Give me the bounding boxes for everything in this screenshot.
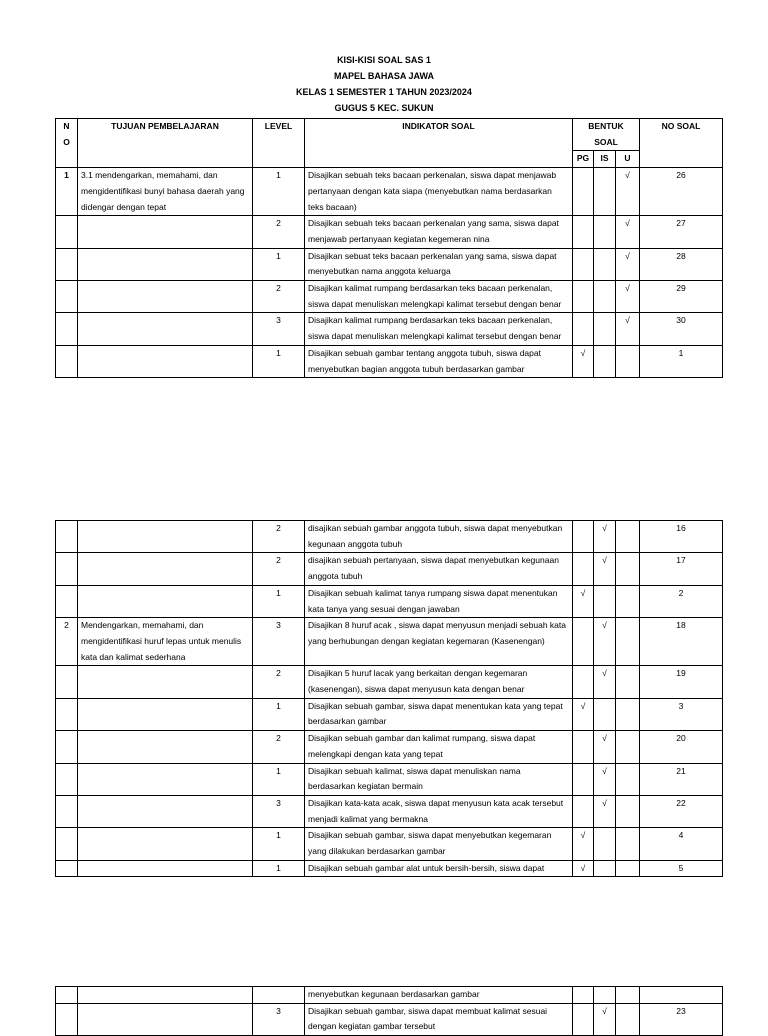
kisi-kisi-table-page3: [55, 986, 723, 1036]
row-pg-check: [573, 731, 594, 763]
row-indikator: Disajikan sebuah gambar alat untuk bersih-bersih, siswa dapat: [305, 860, 573, 877]
row-u-check: [616, 553, 640, 585]
table-row: [56, 313, 723, 345]
row-no-soal: 21: [640, 763, 723, 795]
table-row: [56, 553, 723, 585]
row-indikator: Disajikan sebuah gambar dan kalimat rumpang, siswa dapat melengkapi dengan kata yang tepat: [305, 731, 573, 763]
row-tujuan: [78, 345, 253, 377]
row-indikator: menyebutkan kegunaan berdasarkan gambar: [305, 987, 573, 1004]
row-tujuan: 3.1 mendengarkan, memahami, dan mengidentifikasi bunyi bahasa daerah yang didengar dengan tepat: [78, 168, 253, 216]
col-no-letter: O: [63, 136, 70, 147]
row-level: 2: [253, 281, 305, 313]
row-level: 3: [253, 1003, 305, 1035]
row-pg-check: [573, 216, 594, 248]
row-level: 1: [253, 168, 305, 216]
row-no-soal: [640, 987, 723, 1004]
row-pg-check: [573, 618, 594, 666]
row-no-soal: 2: [640, 585, 723, 617]
row-indikator: Disajikan sebuah gambar, siswa dapat menyebutkan kegemaran yang dilakukan berdasarkan gambar: [305, 828, 573, 860]
col-tujuan: TUJUAN PEMBELAJARAN: [78, 119, 253, 168]
row-indikator: disajikan sebuah pertanyaan, siswa dapat menyebutkan kegunaan anggota tubuh: [305, 553, 573, 585]
col-indikator: INDIKATOR SOAL: [305, 119, 573, 168]
row-indikator: Disajikan 5 huruf lacak yang berkaitan dengan kegemaran (kasenengan), siswa dapat menyusun kata dengan benar: [305, 666, 573, 698]
row-level: 2: [253, 521, 305, 553]
row-level: 1: [253, 248, 305, 280]
row-is-check: [594, 168, 616, 216]
row-tujuan: [78, 731, 253, 763]
col-is: IS: [594, 151, 616, 168]
row-indikator: Disajikan sebuah gambar, siswa dapat menentukan kata yang tepat berdasarkan gambar: [305, 698, 573, 730]
col-pg: PG: [573, 151, 594, 168]
row-indikator: Disajikan sebuah kalimat, siswa dapat menuliskan nama berdasarkan kegiatan bermain: [305, 763, 573, 795]
row-u-check: [616, 860, 640, 877]
row-tujuan: [78, 828, 253, 860]
table-row: [56, 168, 723, 216]
row-level: [253, 987, 305, 1004]
row-indikator: Disajikan kata-kata acak, siswa dapat menyusun kata acak tersebut menjadi kalimat yang bermakna: [305, 795, 573, 827]
row-u-check: [616, 987, 640, 1004]
row-indikator: Disajikan sebuah teks bacaan perkenalan yang sama, siswa dapat menjawab pertanyaan kegiatan kegemeran nina: [305, 216, 573, 248]
row-no: 1: [56, 168, 78, 216]
row-no-soal: 23: [640, 1003, 723, 1035]
row-level: 1: [253, 828, 305, 860]
row-no: [56, 666, 78, 698]
row-indikator: Disajikan sebuat teks bacaan perkenalan yang sama, siswa dapat menyebutkan nama anggota keluarga: [305, 248, 573, 280]
table-row: [56, 585, 723, 617]
row-tujuan: [78, 216, 253, 248]
row-pg-check: [573, 168, 594, 216]
row-level: 1: [253, 585, 305, 617]
row-is-check: [594, 248, 616, 280]
table-row: [56, 281, 723, 313]
row-pg-check: √: [573, 698, 594, 730]
row-level: 3: [253, 618, 305, 666]
row-is-check: [594, 585, 616, 617]
row-is-check: [594, 828, 616, 860]
row-u-check: √: [616, 168, 640, 216]
row-u-check: [616, 345, 640, 377]
row-no: [56, 521, 78, 553]
row-level: 1: [253, 763, 305, 795]
row-is-check: [594, 281, 616, 313]
row-is-check: √: [594, 553, 616, 585]
row-is-check: √: [594, 795, 616, 827]
table-row: [56, 731, 723, 763]
row-no-soal: 22: [640, 795, 723, 827]
row-is-check: [594, 698, 616, 730]
row-no-soal: 19: [640, 666, 723, 698]
col-level: LEVEL: [253, 119, 305, 168]
row-level: 3: [253, 795, 305, 827]
table-row: [56, 248, 723, 280]
row-no-soal: 5: [640, 860, 723, 877]
table-row: [56, 216, 723, 248]
row-no-soal: 20: [640, 731, 723, 763]
row-tujuan: [78, 666, 253, 698]
row-no: [56, 698, 78, 730]
row-no: [56, 248, 78, 280]
row-u-check: √: [616, 216, 640, 248]
row-is-check: √: [594, 618, 616, 666]
row-no: [56, 763, 78, 795]
row-no: [56, 987, 78, 1004]
row-level: 2: [253, 553, 305, 585]
row-pg-check: √: [573, 828, 594, 860]
row-no-soal: 28: [640, 248, 723, 280]
row-pg-check: [573, 313, 594, 345]
table-row: [56, 345, 723, 377]
row-indikator: Disajikan kalimat rumpang berdasarkan teks bacaan perkenalan, siswa dapat menuliskan melengkapi kalimat tersebut dengan benar: [305, 281, 573, 313]
row-level: 1: [253, 698, 305, 730]
row-no: [56, 795, 78, 827]
row-pg-check: √: [573, 345, 594, 377]
row-indikator: Disajikan sebuah kalimat tanya rumpang siswa dapat menentukan kata tanya yang sesuai dengan jawaban: [305, 585, 573, 617]
row-u-check: √: [616, 313, 640, 345]
table-row: [56, 828, 723, 860]
table-row: [56, 1003, 723, 1035]
row-u-check: [616, 731, 640, 763]
row-u-check: [616, 618, 640, 666]
row-u-check: [616, 698, 640, 730]
row-no-soal: 18: [640, 618, 723, 666]
row-is-check: √: [594, 666, 616, 698]
row-u-check: [616, 585, 640, 617]
row-tujuan: [78, 313, 253, 345]
row-no-soal: 26: [640, 168, 723, 216]
row-no-soal: 30: [640, 313, 723, 345]
row-u-check: [616, 828, 640, 860]
doc-subject: MAPEL BAHASA JAWA: [333, 71, 434, 81]
row-is-check: √: [594, 763, 616, 795]
row-pg-check: [573, 795, 594, 827]
row-indikator: Disajikan 8 huruf acak , siswa dapat menyusun menjadi sebuah kata yang berhubungan dengan kegiatan kegemaran (Kasenengan): [305, 618, 573, 666]
col-u: U: [616, 151, 640, 168]
row-no: [56, 731, 78, 763]
table-row: [56, 618, 723, 666]
row-is-check: [594, 987, 616, 1004]
row-is-check: √: [594, 731, 616, 763]
table-row: [56, 763, 723, 795]
table-row: [56, 521, 723, 553]
row-tujuan: [78, 860, 253, 877]
row-pg-check: [573, 666, 594, 698]
row-no: [56, 281, 78, 313]
row-u-check: [616, 763, 640, 795]
table-row: [56, 795, 723, 827]
row-tujuan: [78, 1003, 253, 1035]
row-tujuan: [78, 281, 253, 313]
row-level: 2: [253, 666, 305, 698]
row-is-check: √: [594, 521, 616, 553]
row-level: 1: [253, 860, 305, 877]
row-tujuan: [78, 698, 253, 730]
row-is-check: [594, 313, 616, 345]
row-pg-check: √: [573, 860, 594, 877]
row-u-check: √: [616, 248, 640, 280]
row-tujuan: [78, 763, 253, 795]
row-no-soal: 3: [640, 698, 723, 730]
table-row: [56, 860, 723, 877]
row-u-check: [616, 1003, 640, 1035]
row-level: 1: [253, 345, 305, 377]
row-indikator: Disajikan sebuah gambar tentang anggota tubuh, siswa dapat menyebutkan bagian anggota tubuh berdasarkan gambar: [305, 345, 573, 377]
col-no-letter: N: [63, 121, 70, 131]
row-pg-check: [573, 987, 594, 1004]
table-row: [56, 698, 723, 730]
row-pg-check: [573, 763, 594, 795]
row-level: 2: [253, 731, 305, 763]
col-bentuk-soal: [573, 119, 640, 151]
row-no: [56, 313, 78, 345]
row-no: 2: [56, 618, 78, 666]
row-no: [56, 1003, 78, 1035]
col-bentuk-word: SOAL: [594, 136, 618, 147]
row-level: 3: [253, 313, 305, 345]
row-indikator: Disajikan sebuah teks bacaan perkenalan, siswa dapat menjawab pertanyaan dengan kata siapa (menyebutkan nama berdasarkan teks bacaan): [305, 168, 573, 216]
row-no-soal: 29: [640, 281, 723, 313]
doc-title: KISI-KISI SOAL SAS 1: [337, 55, 431, 65]
doc-group: GUGUS 5 KEC. SUKUN: [334, 103, 434, 113]
col-bentuk-word: BENTUK: [588, 121, 624, 131]
row-no: [56, 828, 78, 860]
col-no-soal: NO SOAL: [640, 119, 723, 168]
row-pg-check: [573, 553, 594, 585]
row-no: [56, 585, 78, 617]
row-pg-check: [573, 1003, 594, 1035]
row-tujuan: [78, 248, 253, 280]
row-u-check: [616, 521, 640, 553]
doc-class: KELAS 1 SEMESTER 1 TAHUN 2023/2024: [296, 87, 472, 97]
kisi-kisi-table-page1: [55, 118, 723, 378]
row-indikator: Disajikan sebuah gambar, siswa dapat membuat kalimat sesuai dengan kegiatan gambar tersebut: [305, 1003, 573, 1035]
row-no-soal: 27: [640, 216, 723, 248]
row-no: [56, 345, 78, 377]
row-u-check: √: [616, 281, 640, 313]
row-no-soal: 17: [640, 553, 723, 585]
kisi-kisi-table-page2: [55, 520, 723, 877]
row-u-check: [616, 795, 640, 827]
row-tujuan: [78, 795, 253, 827]
table-row: [56, 666, 723, 698]
row-is-check: [594, 860, 616, 877]
row-pg-check: [573, 248, 594, 280]
row-tujuan: [78, 521, 253, 553]
row-is-check: [594, 216, 616, 248]
row-no-soal: 16: [640, 521, 723, 553]
col-no: [56, 119, 78, 168]
row-no-soal: 1: [640, 345, 723, 377]
row-tujuan: [78, 553, 253, 585]
row-is-check: [594, 345, 616, 377]
row-no-soal: 4: [640, 828, 723, 860]
row-no: [56, 553, 78, 585]
row-pg-check: √: [573, 585, 594, 617]
table-row: [56, 987, 723, 1004]
row-no: [56, 216, 78, 248]
row-tujuan: Mendengarkan, memahami, dan mengidentifikasi huruf lepas untuk menulis kata dan kalimat sederhana: [78, 618, 253, 666]
row-no: [56, 860, 78, 877]
row-tujuan: [78, 585, 253, 617]
row-indikator: disajikan sebuah gambar anggota tubuh, siswa dapat menyebutkan kegunaan anggota tubuh: [305, 521, 573, 553]
row-tujuan: [78, 987, 253, 1004]
row-pg-check: [573, 521, 594, 553]
row-level: 2: [253, 216, 305, 248]
row-is-check: √: [594, 1003, 616, 1035]
row-pg-check: [573, 281, 594, 313]
row-indikator: Disajikan kalimat rumpang berdasarkan teks bacaan perkenalan, siswa dapat menuliskan melengkapi kalimat tersebut dengan benar: [305, 313, 573, 345]
row-u-check: [616, 666, 640, 698]
